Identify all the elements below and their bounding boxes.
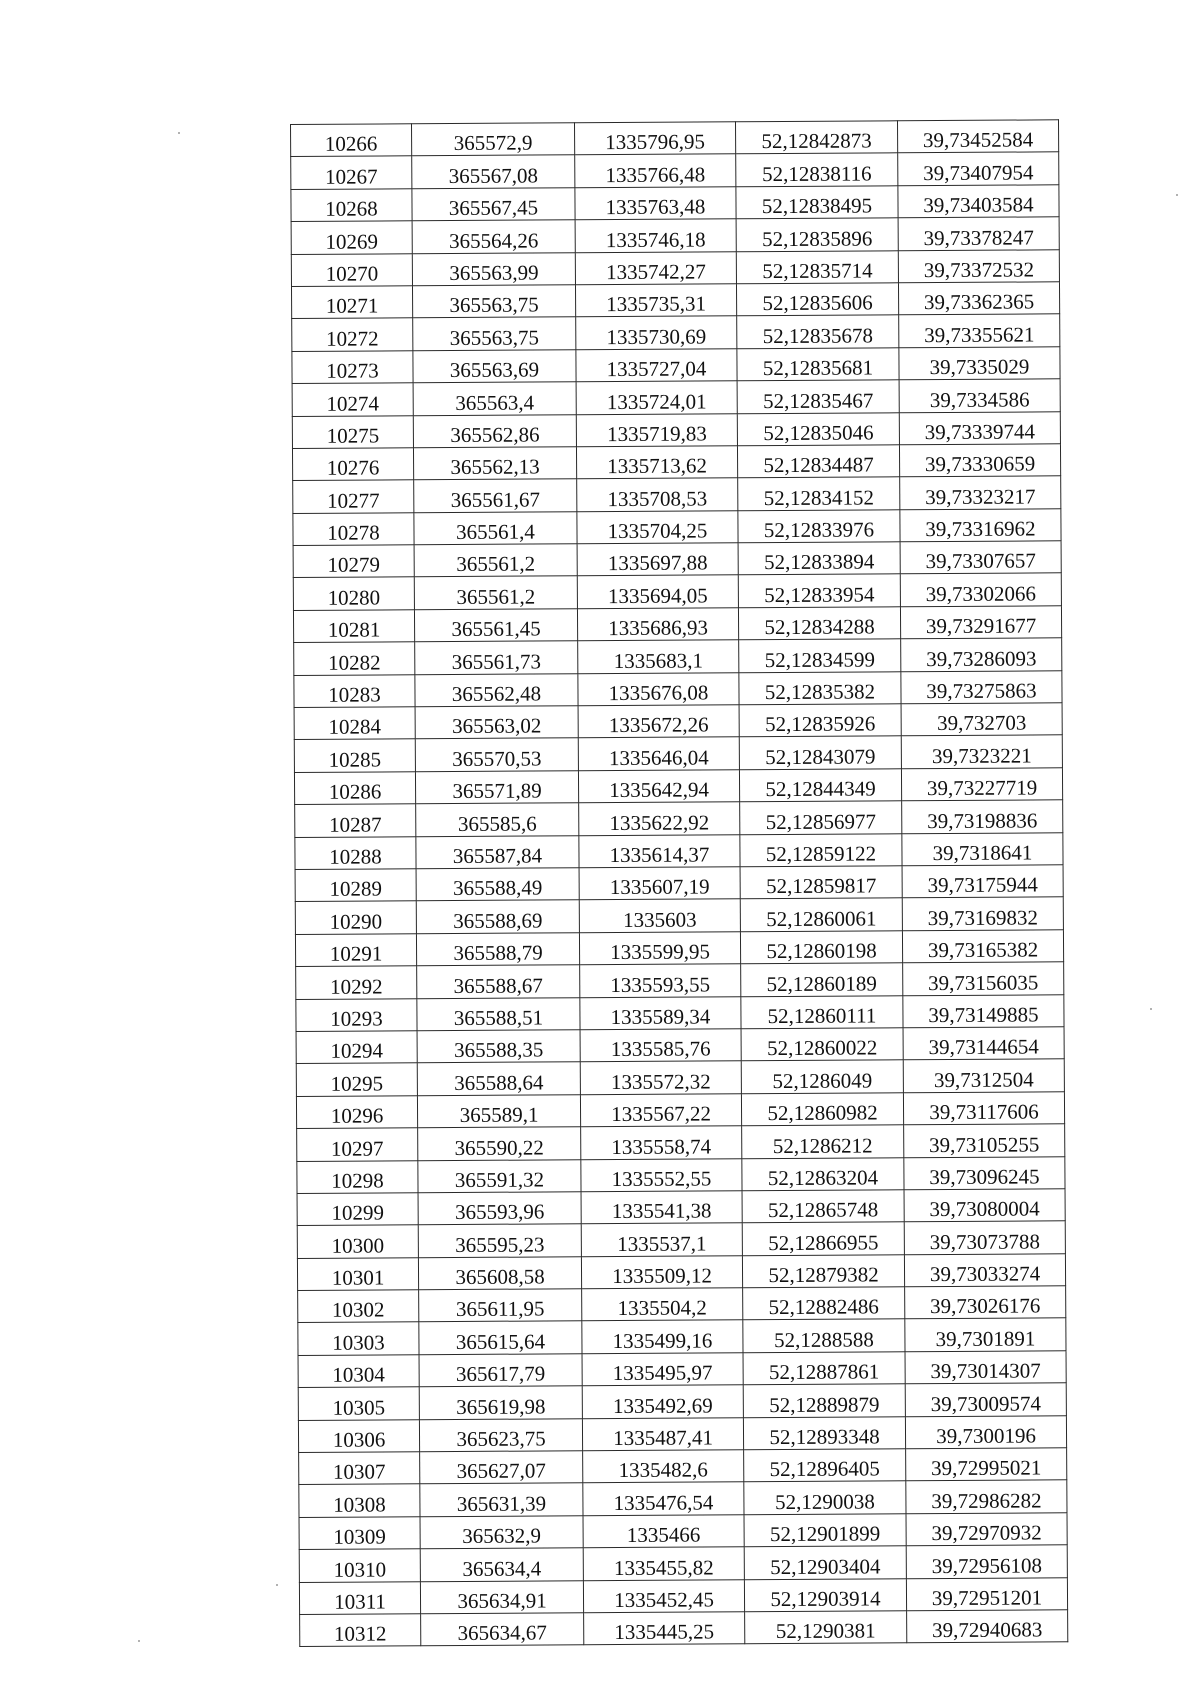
table-row (297, 1253, 1065, 1290)
x-coordinate-cell: 365561,4 (414, 511, 577, 544)
y-coordinate-cell: 1335558,74 (581, 1126, 742, 1159)
latitude-cell: 52,12833954 (738, 574, 900, 607)
point-number-cell: 10312 (300, 1614, 421, 1647)
y-coordinate-cell: 1335697,88 (577, 543, 738, 576)
y-coordinate-cell: 1335724,01 (576, 381, 737, 414)
table-row (291, 120, 1059, 157)
x-coordinate-cell: 365572,9 (412, 123, 575, 156)
x-coordinate-cell: 365631,39 (420, 1483, 583, 1516)
point-number-cell: 10271 (291, 286, 412, 319)
point-number-cell: 10297 (297, 1128, 418, 1161)
point-number-cell: 10300 (297, 1225, 418, 1258)
longitude-cell: 39,73033274 (904, 1253, 1065, 1286)
scan-speck (1176, 194, 1178, 196)
longitude-cell: 39,7300196 (905, 1415, 1066, 1448)
table-row (291, 152, 1059, 189)
latitude-cell: 52,1288588 (743, 1319, 905, 1352)
longitude-cell: 39,73096245 (904, 1156, 1065, 1189)
point-number-cell: 10309 (299, 1517, 420, 1550)
y-coordinate-cell: 1335504,2 (582, 1288, 743, 1321)
table-row (293, 476, 1061, 513)
longitude-cell: 39,73452584 (897, 120, 1058, 153)
y-coordinate-cell: 1335603 (579, 899, 740, 932)
latitude-cell: 52,12835896 (736, 218, 898, 251)
coordinate-table-body (291, 120, 1068, 1647)
y-coordinate-cell: 1335541,38 (581, 1191, 742, 1224)
y-coordinate-cell: 1335499,16 (582, 1320, 743, 1353)
latitude-cell: 52,12866955 (742, 1222, 904, 1255)
table-row (300, 1610, 1068, 1647)
latitude-cell: 52,12834288 (738, 607, 900, 640)
x-coordinate-cell: 365564,26 (412, 220, 575, 253)
x-coordinate-cell: 365561,45 (414, 609, 577, 642)
y-coordinate-cell: 1335646,04 (578, 737, 739, 770)
latitude-cell: 52,12842873 (735, 121, 897, 154)
x-coordinate-cell: 365562,13 (413, 447, 576, 480)
latitude-cell: 52,12859817 (740, 866, 902, 899)
longitude-cell: 39,73378247 (898, 217, 1059, 250)
latitude-cell: 52,12860198 (740, 931, 902, 964)
latitude-cell: 52,12834487 (737, 445, 899, 478)
y-coordinate-cell: 1335495,97 (582, 1353, 743, 1386)
x-coordinate-cell: 365562,48 (415, 673, 578, 706)
y-coordinate-cell: 1335766,48 (575, 154, 736, 187)
point-number-cell: 10301 (297, 1257, 418, 1290)
point-number-cell: 10276 (292, 448, 413, 481)
latitude-cell: 52,12835681 (737, 348, 899, 381)
point-number-cell: 10279 (293, 545, 414, 578)
x-coordinate-cell: 365563,69 (413, 349, 576, 382)
longitude-cell: 39,73307657 (900, 541, 1061, 574)
longitude-cell: 39,72986282 (906, 1480, 1067, 1513)
table-row (299, 1513, 1067, 1550)
y-coordinate-cell: 1335704,25 (577, 510, 738, 543)
table-row (293, 508, 1061, 545)
latitude-cell: 52,12835678 (737, 315, 899, 348)
longitude-cell: 39,73291677 (900, 606, 1061, 639)
y-coordinate-cell: 1335686,93 (577, 608, 738, 641)
latitude-cell: 52,12835926 (739, 704, 901, 737)
point-number-cell: 10272 (292, 318, 413, 351)
x-coordinate-cell: 365608,58 (418, 1256, 581, 1289)
x-coordinate-cell: 365634,91 (420, 1580, 583, 1613)
point-number-cell: 10286 (294, 772, 415, 805)
point-number-cell: 10304 (298, 1355, 419, 1388)
y-coordinate-cell: 1335719,83 (576, 413, 737, 446)
y-coordinate-cell: 1335676,08 (578, 672, 739, 705)
longitude-cell: 39,73316962 (900, 508, 1061, 541)
y-coordinate-cell: 1335694,05 (577, 575, 738, 608)
table-row (291, 185, 1059, 222)
table-row (292, 411, 1060, 448)
x-coordinate-cell: 365563,99 (412, 252, 575, 285)
longitude-cell: 39,73014307 (905, 1351, 1066, 1384)
x-coordinate-cell: 365627,07 (420, 1451, 583, 1484)
latitude-cell: 52,12882486 (743, 1287, 905, 1320)
table-row (298, 1318, 1066, 1355)
x-coordinate-cell: 365588,49 (416, 868, 579, 901)
longitude-cell: 39,73026176 (905, 1286, 1066, 1319)
latitude-cell: 52,12879382 (742, 1254, 904, 1287)
latitude-cell: 52,1290381 (745, 1611, 907, 1644)
longitude-cell: 39,73156035 (903, 962, 1064, 995)
y-coordinate-cell: 1335746,18 (575, 219, 736, 252)
y-coordinate-cell: 1335593,55 (580, 964, 741, 997)
longitude-cell: 39,73175944 (902, 865, 1063, 898)
longitude-cell: 39,7323221 (901, 735, 1062, 768)
y-coordinate-cell: 1335607,19 (579, 867, 740, 900)
point-number-cell: 10288 (295, 836, 416, 869)
latitude-cell: 52,12838495 (736, 186, 898, 219)
y-coordinate-cell: 1335622,92 (579, 802, 740, 835)
table-row (299, 1545, 1067, 1582)
longitude-cell: 39,732703 (901, 703, 1062, 736)
scan-speck (1150, 1008, 1152, 1010)
table-row (294, 638, 1062, 675)
y-coordinate-cell: 1335482,6 (583, 1450, 744, 1483)
y-coordinate-cell: 1335466 (583, 1515, 744, 1548)
table-row (294, 768, 1062, 805)
table-row (297, 1189, 1065, 1226)
y-coordinate-cell: 1335445,25 (584, 1612, 745, 1645)
y-coordinate-cell: 1335492,69 (582, 1385, 743, 1418)
table-row (294, 735, 1062, 772)
y-coordinate-cell: 1335672,26 (578, 705, 739, 738)
latitude-cell: 52,12901899 (744, 1514, 906, 1547)
y-coordinate-cell: 1335585,76 (580, 1029, 741, 1062)
table-row (298, 1415, 1066, 1452)
longitude-cell: 39,73198836 (902, 800, 1063, 833)
longitude-cell: 39,73330659 (899, 444, 1060, 477)
latitude-cell: 52,1286049 (741, 1060, 903, 1093)
longitude-cell: 39,73372532 (898, 249, 1059, 282)
longitude-cell: 39,73073788 (904, 1221, 1065, 1254)
point-number-cell: 10277 (293, 480, 414, 513)
longitude-cell: 39,7301891 (905, 1318, 1066, 1351)
longitude-cell: 39,73117606 (903, 1092, 1064, 1125)
y-coordinate-cell: 1335589,34 (580, 996, 741, 1029)
y-coordinate-cell: 1335537,1 (581, 1223, 742, 1256)
x-coordinate-cell: 365563,75 (412, 285, 575, 318)
longitude-cell: 39,72956108 (906, 1545, 1067, 1578)
table-row (299, 1577, 1067, 1614)
point-number-cell: 10273 (292, 350, 413, 383)
x-coordinate-cell: 365585,6 (416, 803, 579, 836)
latitude-cell: 52,12843079 (739, 736, 901, 769)
x-coordinate-cell: 365590,22 (418, 1127, 581, 1160)
longitude-cell: 39,73407954 (898, 152, 1059, 185)
longitude-cell: 39,73149885 (903, 994, 1064, 1027)
point-number-cell: 10280 (293, 577, 414, 610)
x-coordinate-cell: 365563,4 (413, 382, 576, 415)
table-row (296, 1027, 1064, 1064)
point-number-cell: 10306 (298, 1419, 419, 1452)
table-row (297, 1124, 1065, 1161)
longitude-cell: 39,73323217 (900, 476, 1061, 509)
x-coordinate-cell: 365588,64 (417, 1062, 580, 1095)
latitude-cell: 52,12833894 (738, 542, 900, 575)
table-row (292, 314, 1060, 351)
point-number-cell: 10299 (297, 1193, 418, 1226)
x-coordinate-cell: 365567,45 (412, 188, 575, 221)
y-coordinate-cell: 1335796,95 (574, 122, 735, 155)
y-coordinate-cell: 1335614,37 (579, 834, 740, 867)
x-coordinate-cell: 365588,35 (417, 1030, 580, 1063)
latitude-cell: 52,12835046 (737, 412, 899, 445)
point-number-cell: 10287 (295, 804, 416, 837)
x-coordinate-cell: 365632,9 (420, 1516, 583, 1549)
point-number-cell: 10303 (298, 1322, 419, 1355)
x-coordinate-cell: 365567,08 (412, 155, 575, 188)
point-number-cell: 10311 (299, 1581, 420, 1614)
x-coordinate-cell: 365619,98 (419, 1386, 582, 1419)
y-coordinate-cell: 1335567,22 (580, 1093, 741, 1126)
table-row (297, 1221, 1065, 1258)
table-row (292, 347, 1060, 384)
latitude-cell: 52,12860111 (741, 995, 903, 1028)
latitude-cell: 52,12844349 (739, 769, 901, 802)
latitude-cell: 52,12860982 (741, 1092, 903, 1125)
y-coordinate-cell: 1335572,32 (580, 1061, 741, 1094)
point-number-cell: 10310 (299, 1549, 420, 1582)
latitude-cell: 52,12859122 (740, 833, 902, 866)
x-coordinate-cell: 365563,02 (415, 706, 578, 739)
longitude-cell: 39,73302066 (900, 573, 1061, 606)
latitude-cell: 52,12838116 (736, 153, 898, 186)
y-coordinate-cell: 1335708,53 (577, 478, 738, 511)
x-coordinate-cell: 365561,2 (414, 576, 577, 609)
x-coordinate-cell: 365570,53 (415, 738, 578, 771)
latitude-cell: 52,12887861 (743, 1352, 905, 1385)
latitude-cell: 52,12893348 (743, 1416, 905, 1449)
x-coordinate-cell: 365634,4 (420, 1548, 583, 1581)
x-coordinate-cell: 365561,67 (414, 479, 577, 512)
point-number-cell: 10305 (298, 1387, 419, 1420)
latitude-cell: 52,12865748 (742, 1190, 904, 1223)
longitude-cell: 39,73362365 (898, 282, 1059, 315)
y-coordinate-cell: 1335730,69 (576, 316, 737, 349)
point-number-cell: 10285 (294, 739, 415, 772)
table-row (296, 1059, 1064, 1096)
table-row (298, 1351, 1066, 1388)
y-coordinate-cell: 1335552,55 (581, 1158, 742, 1191)
point-number-cell: 10283 (294, 674, 415, 707)
table-row (296, 962, 1064, 999)
table-row (296, 1092, 1064, 1129)
point-number-cell: 10275 (292, 415, 413, 448)
x-coordinate-cell: 365588,67 (417, 965, 580, 998)
latitude-cell: 52,12834152 (738, 477, 900, 510)
x-coordinate-cell: 365563,75 (413, 317, 576, 350)
y-coordinate-cell: 1335452,45 (583, 1579, 744, 1612)
longitude-cell: 39,72951201 (906, 1577, 1067, 1610)
x-coordinate-cell: 365571,89 (415, 771, 578, 804)
point-number-cell: 10270 (291, 253, 412, 286)
table-row (291, 282, 1059, 319)
table-row (293, 573, 1061, 610)
longitude-cell: 39,7312504 (903, 1059, 1064, 1092)
y-coordinate-cell: 1335455,82 (583, 1547, 744, 1580)
point-number-cell: 10308 (299, 1484, 420, 1517)
y-coordinate-cell: 1335476,54 (583, 1482, 744, 1515)
latitude-cell: 52,12835467 (737, 380, 899, 413)
table-row (295, 832, 1063, 869)
latitude-cell: 52,12833976 (738, 509, 900, 542)
table-row (298, 1383, 1066, 1420)
point-number-cell: 10282 (294, 642, 415, 675)
scan-speck (276, 1584, 278, 1586)
x-coordinate-cell: 365588,51 (417, 997, 580, 1030)
table-row (297, 1156, 1065, 1193)
scan-speck (178, 132, 180, 134)
longitude-cell: 39,73080004 (904, 1189, 1065, 1222)
latitude-cell: 52,12834599 (739, 639, 901, 672)
latitude-cell: 52,1290038 (744, 1481, 906, 1514)
latitude-cell: 52,1286212 (742, 1125, 904, 1158)
latitude-cell: 52,12835606 (736, 283, 898, 316)
point-number-cell: 10293 (296, 998, 417, 1031)
latitude-cell: 52,12860061 (740, 898, 902, 931)
x-coordinate-cell: 365588,79 (416, 933, 579, 966)
x-coordinate-cell: 365587,84 (416, 835, 579, 868)
latitude-cell: 52,12835382 (739, 671, 901, 704)
point-number-cell: 10294 (296, 1031, 417, 1064)
longitude-cell: 39,73227719 (901, 768, 1062, 801)
scan-speck (138, 1640, 140, 1642)
x-coordinate-cell: 365561,73 (415, 641, 578, 674)
longitude-cell: 39,73403584 (898, 185, 1059, 218)
latitude-cell: 52,12863204 (742, 1157, 904, 1190)
point-number-cell: 10269 (291, 221, 412, 254)
table-row (292, 444, 1060, 481)
coordinate-table (290, 119, 1068, 1647)
point-number-cell: 10284 (294, 707, 415, 740)
point-number-cell: 10307 (299, 1452, 420, 1485)
point-number-cell: 10292 (296, 966, 417, 999)
y-coordinate-cell: 1335599,95 (579, 932, 740, 965)
longitude-cell: 39,73355621 (899, 314, 1060, 347)
x-coordinate-cell: 365593,96 (418, 1192, 581, 1225)
table-row (295, 930, 1063, 967)
y-coordinate-cell: 1335727,04 (576, 349, 737, 382)
point-number-cell: 10268 (291, 189, 412, 222)
longitude-cell: 39,7335029 (899, 347, 1060, 380)
point-number-cell: 10302 (298, 1290, 419, 1323)
point-number-cell: 10278 (293, 512, 414, 545)
x-coordinate-cell: 365562,86 (413, 414, 576, 447)
point-number-cell: 10267 (291, 156, 412, 189)
table-row (291, 217, 1059, 254)
x-coordinate-cell: 365595,23 (418, 1224, 581, 1257)
table-row (295, 800, 1063, 837)
longitude-cell: 39,73009574 (905, 1383, 1066, 1416)
latitude-cell: 52,12889879 (743, 1384, 905, 1417)
x-coordinate-cell: 365591,32 (418, 1159, 581, 1192)
longitude-cell: 39,73165382 (902, 930, 1063, 963)
point-number-cell: 10274 (292, 383, 413, 416)
longitude-cell: 39,73105255 (904, 1124, 1065, 1157)
longitude-cell: 39,73144654 (903, 1027, 1064, 1060)
y-coordinate-cell: 1335509,12 (581, 1255, 742, 1288)
x-coordinate-cell: 365615,64 (419, 1321, 582, 1354)
longitude-cell: 39,72995021 (906, 1448, 1067, 1481)
x-coordinate-cell: 365623,75 (419, 1418, 582, 1451)
table-row (299, 1448, 1067, 1485)
table-row (293, 541, 1061, 578)
x-coordinate-cell: 365617,79 (419, 1354, 582, 1387)
x-coordinate-cell: 365634,67 (421, 1613, 584, 1646)
longitude-cell: 39,73339744 (899, 411, 1060, 444)
longitude-cell: 39,7318641 (902, 832, 1063, 865)
longitude-cell: 39,73275863 (901, 670, 1062, 703)
x-coordinate-cell: 365589,1 (417, 1094, 580, 1127)
y-coordinate-cell: 1335487,41 (582, 1417, 743, 1450)
table-row (296, 994, 1064, 1031)
table-row (299, 1480, 1067, 1517)
latitude-cell: 52,12860022 (741, 1028, 903, 1061)
point-number-cell: 10291 (295, 934, 416, 967)
table-row (294, 703, 1062, 740)
longitude-cell: 39,7334586 (899, 379, 1060, 412)
y-coordinate-cell: 1335713,62 (576, 446, 737, 479)
latitude-cell: 52,12903914 (744, 1578, 906, 1611)
table-row (291, 249, 1059, 286)
table-row (294, 670, 1062, 707)
x-coordinate-cell: 365588,69 (416, 900, 579, 933)
longitude-cell: 39,72940683 (907, 1610, 1068, 1643)
point-number-cell: 10296 (296, 1095, 417, 1128)
longitude-cell: 39,73286093 (901, 638, 1062, 671)
table-row (292, 379, 1060, 416)
y-coordinate-cell: 1335742,27 (575, 251, 736, 284)
point-number-cell: 10298 (297, 1160, 418, 1193)
point-number-cell: 10295 (296, 1063, 417, 1096)
point-number-cell: 10266 (291, 124, 412, 157)
latitude-cell: 52,12856977 (740, 801, 902, 834)
y-coordinate-cell: 1335763,48 (575, 187, 736, 220)
latitude-cell: 52,12896405 (744, 1449, 906, 1482)
latitude-cell: 52,12835714 (736, 250, 898, 283)
point-number-cell: 10290 (295, 901, 416, 934)
table-row (298, 1286, 1066, 1323)
latitude-cell: 52,12860189 (741, 963, 903, 996)
table-row (293, 606, 1061, 643)
point-number-cell: 10289 (295, 869, 416, 902)
table-row (295, 865, 1063, 902)
y-coordinate-cell: 1335642,94 (578, 770, 739, 803)
latitude-cell: 52,12903404 (744, 1546, 906, 1579)
x-coordinate-cell: 365611,95 (419, 1289, 582, 1322)
x-coordinate-cell: 365561,2 (414, 544, 577, 577)
y-coordinate-cell: 1335683,1 (578, 640, 739, 673)
longitude-cell: 39,72970932 (906, 1513, 1067, 1546)
longitude-cell: 39,73169832 (902, 897, 1063, 930)
y-coordinate-cell: 1335735,31 (575, 284, 736, 317)
point-number-cell: 10281 (293, 610, 414, 643)
table-row (295, 897, 1063, 934)
